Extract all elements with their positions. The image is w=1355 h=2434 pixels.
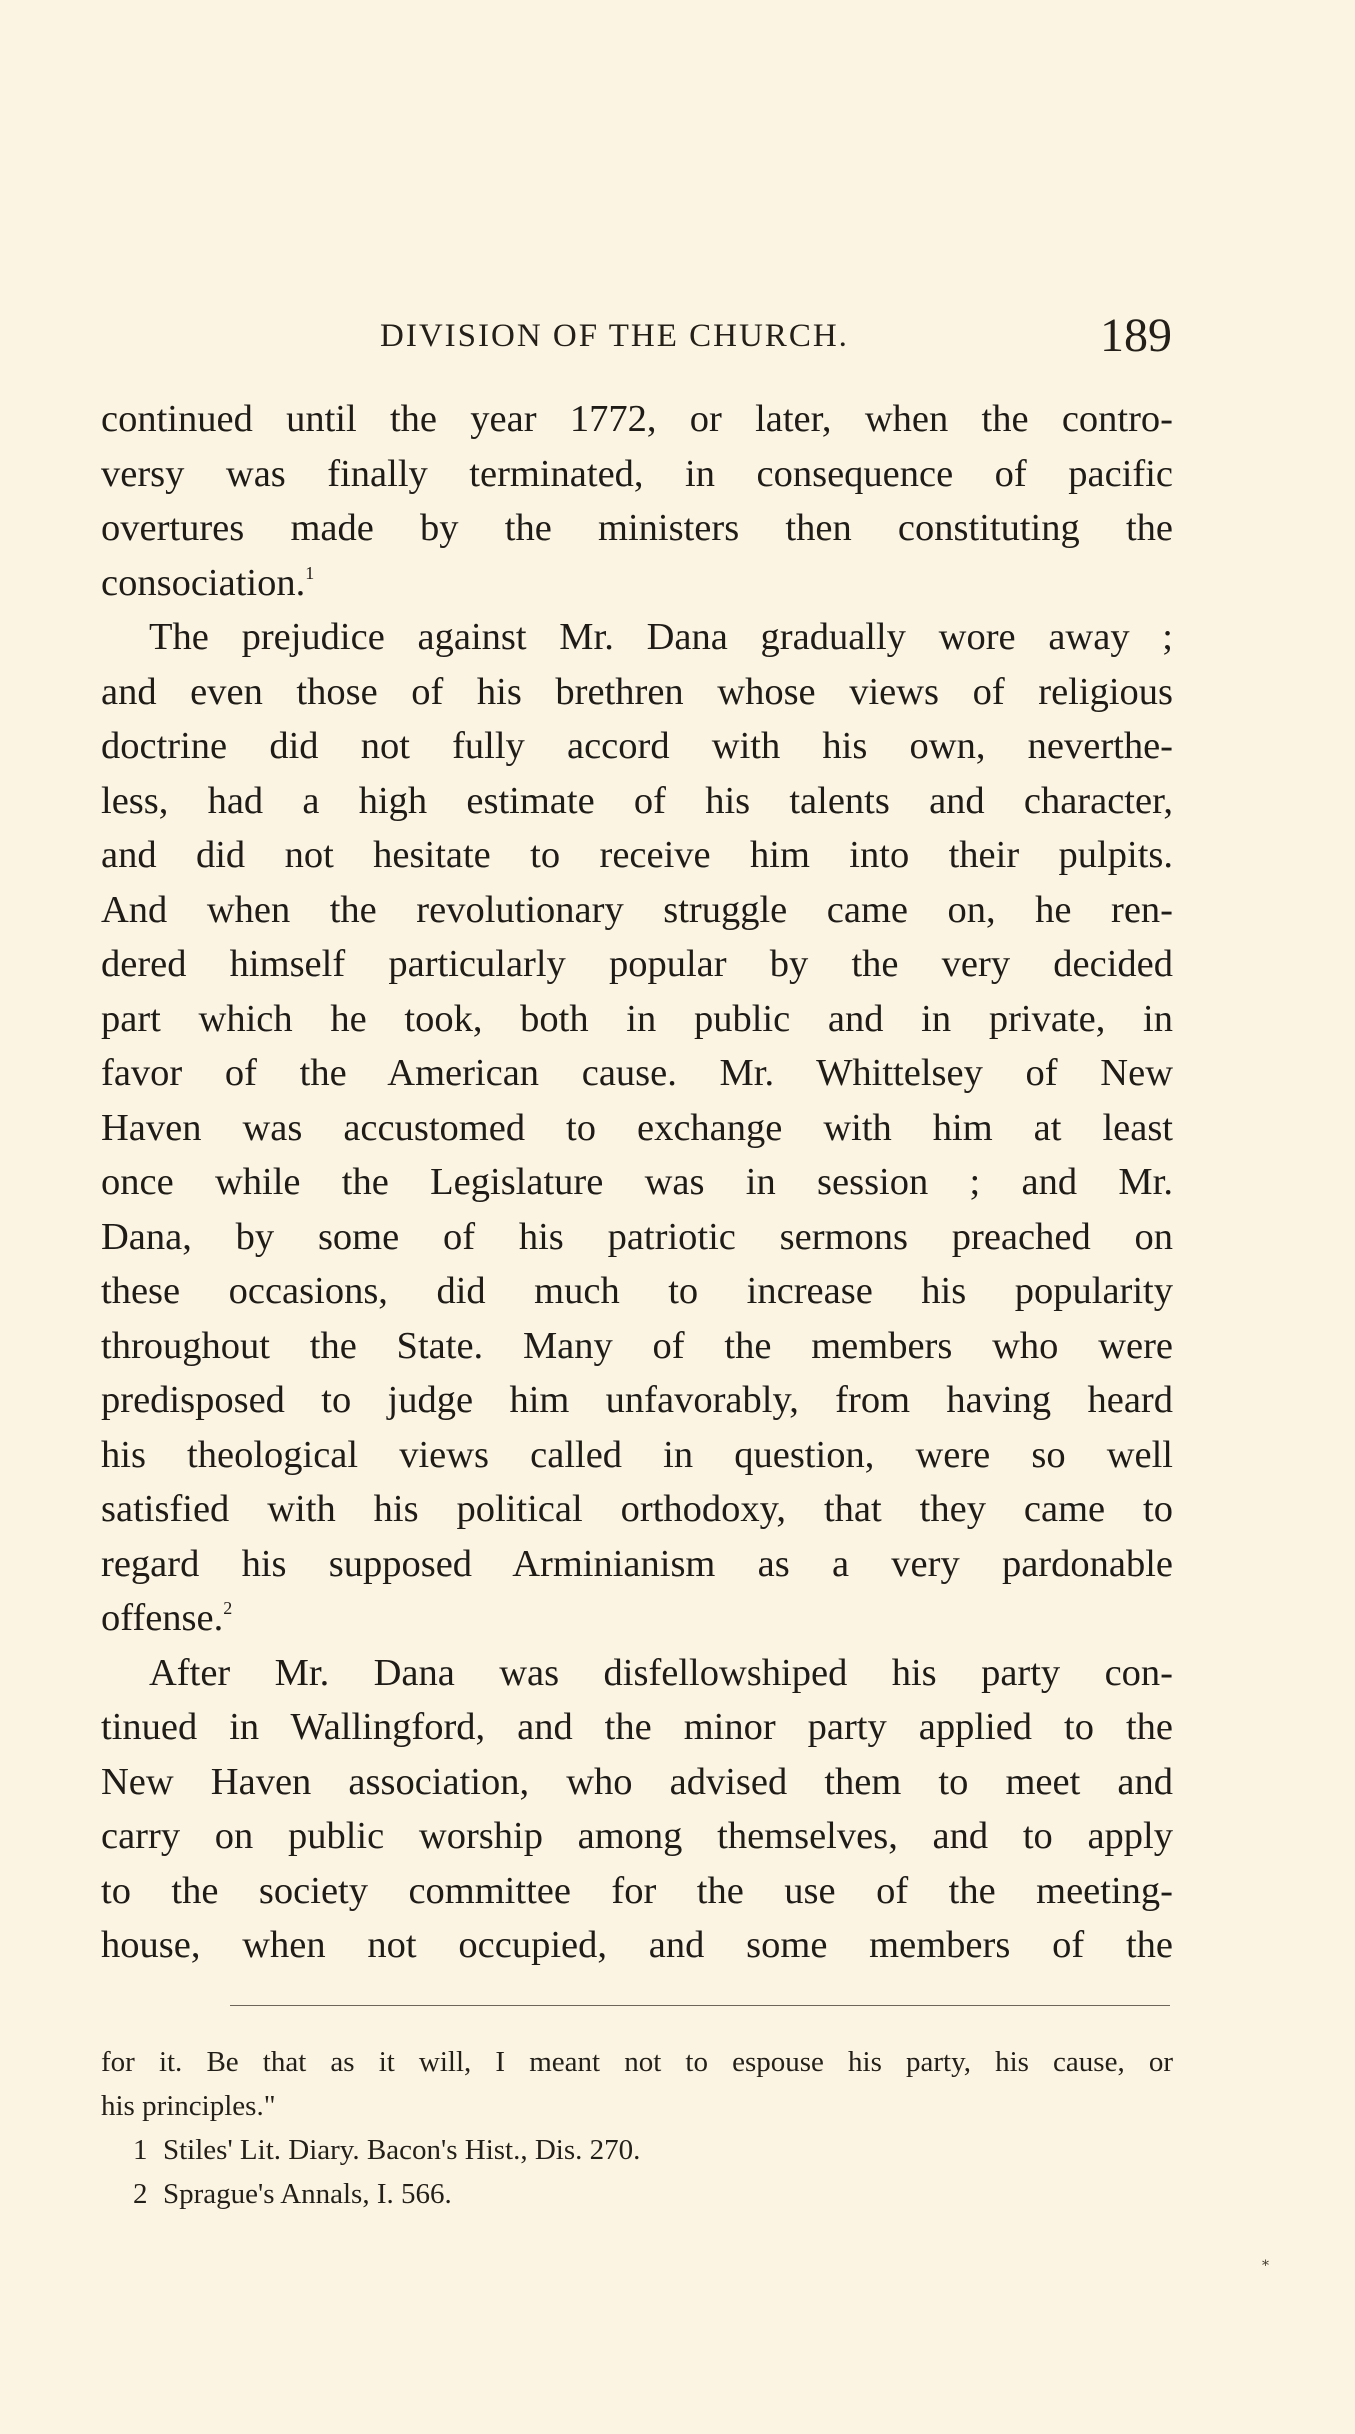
footnote-2: [101, 2172, 1173, 2216]
text-line: Dana, by some of his patriotic sermons preached on: [101, 1215, 1173, 1258]
paragraph-3: [101, 1646, 1173, 1973]
footnote-number: 1: [133, 2134, 148, 2166]
text-line: and did not hesitate to receive him into their pulpits.: [101, 834, 1173, 876]
footnote-continuation-line: for it. Be that as it will, I meant not to espouse his party, his cause, or: [101, 2046, 1173, 2078]
text-line: tinued in Wallingford, and the minor party applied to the: [101, 1706, 1173, 1748]
text-line: The prejudice against Mr. Dana gradually wore away ;: [149, 616, 1173, 658]
text-line: once while the Legislature was in session ; and Mr.: [101, 1161, 1173, 1203]
footnote-ref: 1: [305, 562, 315, 583]
text-line: throughout the State. Many of the members who were: [101, 1324, 1173, 1367]
footnotes: [101, 2040, 1173, 2216]
text-line: satisfied with his political orthodoxy, that they came to: [101, 1488, 1173, 1530]
text-line: dered himself particularly popular by the very decided: [101, 943, 1173, 985]
paragraph-2: [101, 610, 1173, 1646]
page-number: 189: [1100, 309, 1172, 362]
footnote-continuation-line: his principles.": [101, 2090, 276, 2122]
printer-mark: *: [1262, 2258, 1269, 2274]
text-line: and even those of his brethren whose views of religious: [101, 670, 1173, 713]
text-line: house, when not occupied, and some members of the: [101, 1924, 1173, 1966]
text-line: favor of the American cause. Mr. Whittelsey of New: [101, 1052, 1173, 1094]
text-line: his theological views called in question, were so well: [101, 1433, 1173, 1476]
text-line: part which he took, both in public and in private, in: [101, 997, 1173, 1040]
text-line: less, had a high estimate of his talents and character,: [101, 779, 1173, 822]
footnote-divider: [230, 2005, 1170, 2006]
text-line: Haven was accustomed to exchange with him at least: [101, 1106, 1173, 1149]
text-line: And when the revolutionary struggle came on, he ren-: [101, 888, 1173, 931]
footnote-ref: 2: [223, 1598, 233, 1618]
main-text: [101, 392, 1173, 1973]
text-line: to the society committee for the use of the meeting-: [101, 1869, 1173, 1912]
text-line: these occasions, did much to increase his popularity: [101, 1270, 1173, 1312]
footnote-text: Stiles' Lit. Diary. Bacon's Hist., Dis. 270.: [163, 2134, 641, 2166]
text-line: versy was finally terminated, in consequence of pacific: [101, 452, 1173, 495]
text-line: [101, 1591, 1173, 1646]
text-line: After Mr. Dana was disfellowshiped his party con-: [149, 1651, 1173, 1694]
text-line: carry on public worship among themselves, and to apply: [101, 1815, 1173, 1857]
text-line: overtures made by the ministers then constituting the: [101, 507, 1173, 549]
footnote-text: Sprague's Annals, I. 566.: [163, 2178, 452, 2210]
text-line-content: consociation.: [101, 561, 306, 604]
paragraph-1: [101, 392, 1173, 610]
text-line: doctrine did not fully accord with his own, neverthe-: [101, 725, 1173, 767]
running-head-title: DIVISION OF THE CHURCH.: [380, 318, 849, 354]
text-line: continued until the year 1772, or later, when the contro-: [101, 398, 1173, 440]
footnote-number: 2: [133, 2178, 148, 2210]
text-line-content: offense.: [101, 1597, 224, 1639]
footnote-1: [101, 2128, 1173, 2172]
text-line: New Haven association, who advised them to meet and: [101, 1760, 1173, 1803]
text-line: regard his supposed Arminianism as a very pardonable: [101, 1542, 1173, 1585]
text-line: predisposed to judge him unfavorably, from having heard: [101, 1379, 1173, 1421]
text-line: [101, 556, 1173, 611]
